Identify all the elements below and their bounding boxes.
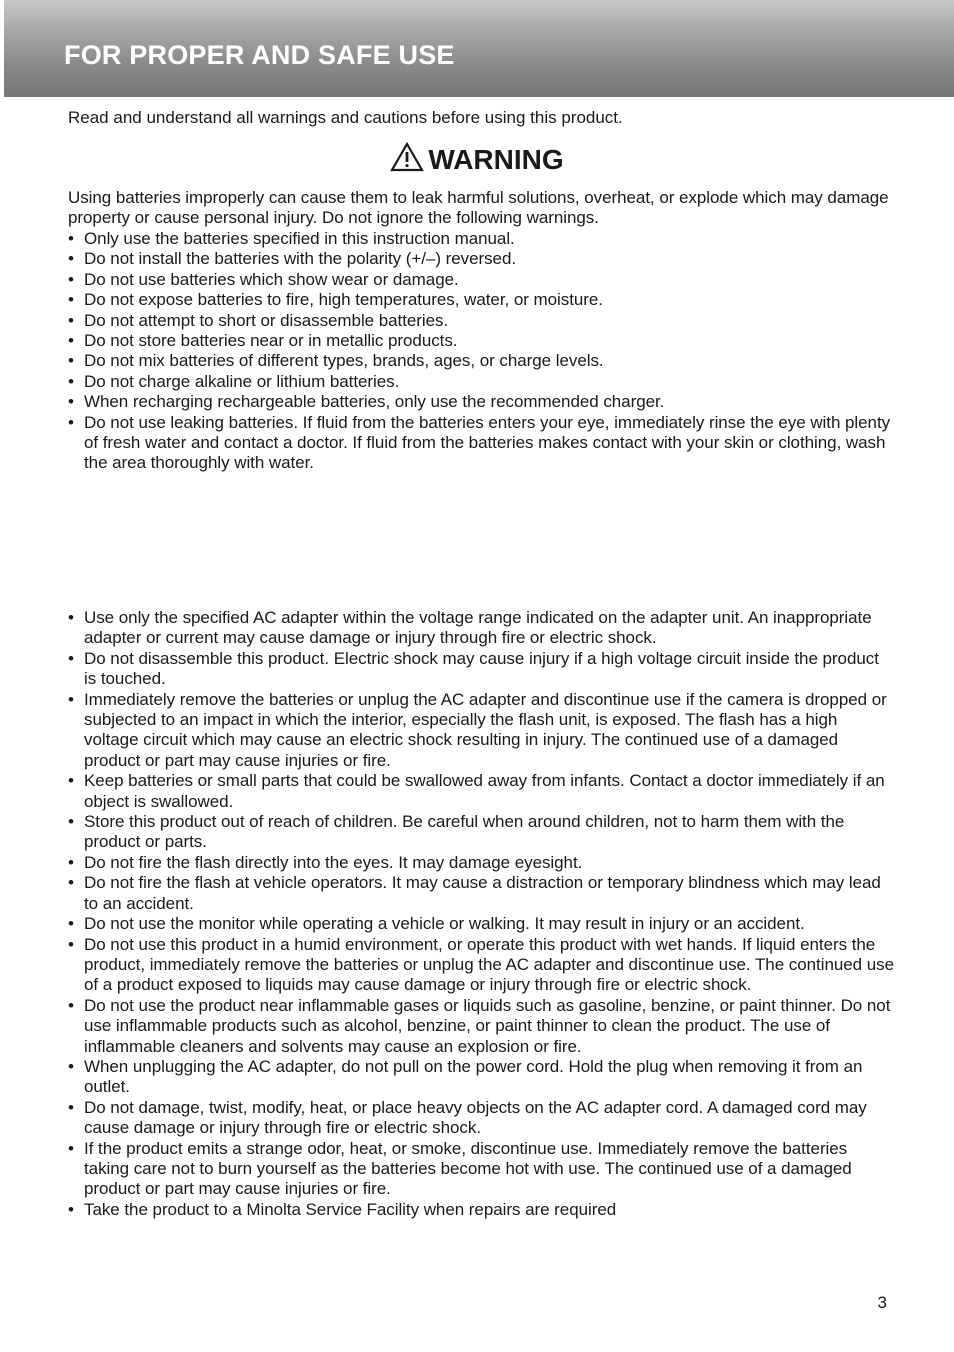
list-item: • Take the product to a Minolta Service Facility when repairs are required [68, 1200, 894, 1220]
battery-intro: Using batteries improperly can cause them to leak harmful solutions, overheat, or explode which may damage property or cause personal injury. Do not ignore the following warnings. [68, 188, 889, 228]
warning-title: WARNING [428, 144, 564, 175]
list-item: • Do not use batteries which show wear or damage. [68, 270, 894, 290]
list-item: • Store this product out of reach of children. Be careful when around children, not to harm them with the product or parts. [68, 812, 894, 853]
general-warning-list [68, 608, 894, 1220]
list-item: • Do not fire the flash directly into the eyes. It may damage eyesight. [68, 853, 894, 873]
list-item: • Do not use leaking batteries. If fluid from the batteries enters your eye, immediately rinse the eye with plenty of fresh water and contact a doctor. If fluid from the batteries makes contact with your skin or clothing, wash the area thoroughly with water. [68, 413, 894, 474]
warning-heading [0, 142, 954, 177]
battery-warning-list [68, 229, 894, 474]
list-item: • Do not mix batteries of different types, brands, ages, or charge levels. [68, 351, 894, 371]
list-item: • Do not fire the flash at vehicle operators. It may cause a distraction or temporary blindness which may lead to an accident. [68, 873, 894, 914]
list-item: • Only use the batteries specified in this instruction manual. [68, 229, 894, 249]
list-item: • Use only the specified AC adapter within the voltage range indicated on the adapter unit. An inappropriate adapter or current may cause damage or injury through fire or electric shock. [68, 608, 894, 649]
list-item: • Do not damage, twist, modify, heat, or place heavy objects on the AC adapter cord. A damaged cord may cause damage or injury through fire or electric shock. [68, 1098, 894, 1139]
list-item: • Do not install the batteries with the polarity (+/–) reversed. [68, 249, 894, 269]
list-item: • When recharging rechargeable batteries, only use the recommended charger. [68, 392, 894, 412]
list-item: • Do not store batteries near or in metallic products. [68, 331, 894, 351]
list-item: • Do not disassemble this product. Electric shock may cause injury if a high voltage circuit inside the product is touched. [68, 649, 894, 690]
list-item: • Do not charge alkaline or lithium batteries. [68, 372, 894, 392]
list-item: • Immediately remove the batteries or unplug the AC adapter and discontinue use if the camera is dropped or subjected to an impact in which the interior, especially the flash unit, is exposed. The flash has a high voltage circuit which may cause an electric shock resulting in injury. The continued use of a damaged product or part may cause injuries or fire. [68, 690, 894, 772]
list-item: • Do not expose batteries to fire, high temperatures, water, or moisture. [68, 290, 894, 310]
list-item: • Do not attempt to short or disassemble batteries. [68, 311, 894, 331]
warning-triangle-icon [390, 142, 424, 172]
intro-text: Read and understand all warnings and cautions before using this product. [68, 108, 623, 127]
page-title: FOR PROPER AND SAFE USE [64, 40, 455, 70]
list-item: • When unplugging the AC adapter, do not pull on the power cord. Hold the plug when removing it from an outlet. [68, 1057, 894, 1098]
list-item: • Do not use this product in a humid environment, or operate this product with wet hands. If liquid enters the product, immediately remove the batteries or unplug the AC adapter and discontinue use. The continued use of a product exposed to liquids may cause damage or injury through fire or electric shock. [68, 935, 894, 996]
list-item: • Keep batteries or small parts that could be swallowed away from infants. Contact a doctor immediately if an object is swallowed. [68, 771, 894, 812]
list-item: • Do not use the monitor while operating a vehicle or walking. It may result in injury or an accident. [68, 914, 894, 934]
page-number: 3 [877, 1293, 887, 1312]
list-item: • If the product emits a strange odor, heat, or smoke, discontinue use. Immediately remove the batteries taking care not to burn yourself as the batteries become hot with use. The continued use of a damaged product or part may cause injuries or fire. [68, 1139, 894, 1200]
list-item: • Do not use the product near inflammable gases or liquids such as gasoline, benzine, or paint thinner. Do not use inflammable products such as alcohol, benzine, or paint thinner to clean the product. The use of inflammable cleaners and solvents may cause an explosion or fire. [68, 996, 894, 1057]
